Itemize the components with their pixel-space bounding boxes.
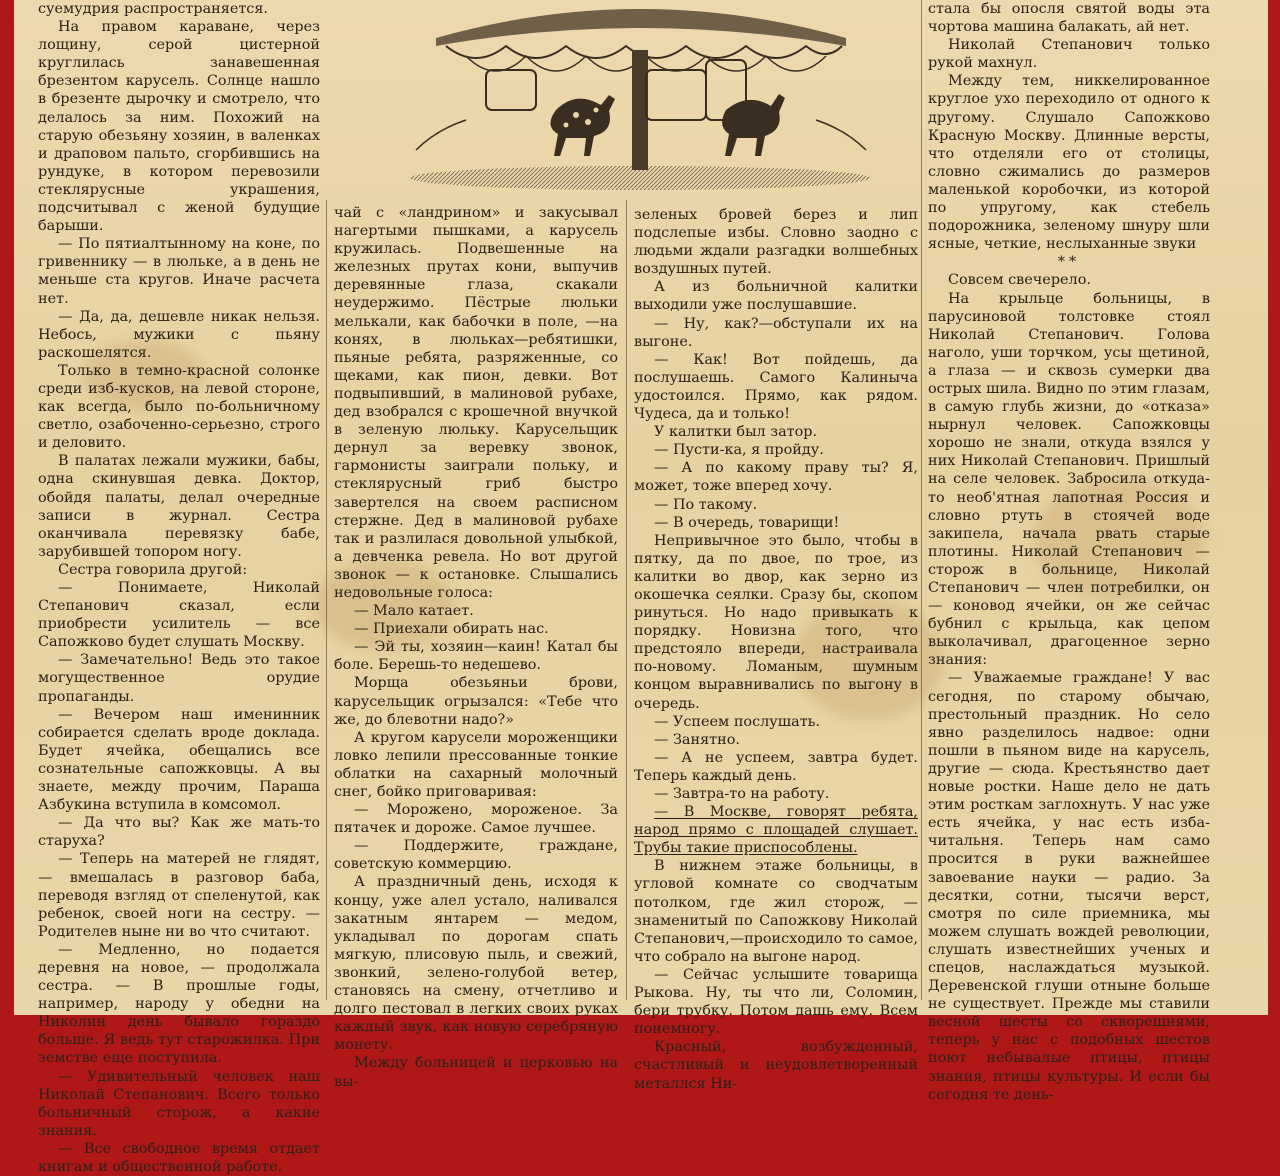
column-divider (921, 0, 922, 1000)
paragraph: — Ну, как?—обступали их на выгоне. (634, 315, 918, 350)
paragraph: Сестра говорила другой: (58, 561, 248, 578)
paragraph: — По такому. (654, 496, 758, 513)
paragraph: А из больничной калитки выходили уже послушавшие. (634, 279, 918, 314)
paragraph: — По пятиалтынному на коне, по гривеннику — в люльке, а в день не меньше ста кругов. Иначе расчета нет. (38, 236, 320, 307)
paragraph: — Пусти-ка, я пройду. (654, 442, 824, 459)
paragraph: — Замечательно! Ведь это такое могущественное орудие пропаганды. (38, 652, 320, 705)
paragraph: — В очередь, товарищи! (654, 514, 840, 531)
paragraph: — Мало катает. (354, 603, 474, 620)
paragraph: зеленых бровей берез и лип подслепые избы. Словно заодно с людьми ждали разгадки волшебных воздушных путей. (634, 207, 918, 278)
underlined-paragraph: — В Москве, говорят ребята, народ прямо с площадей слушает. Трубы такие приспособлены. (634, 804, 918, 857)
paragraph: чай с «ландрином» и закусывал нагертыми пышками, а карусель кружилась. Подвешенные на железных прутах кони, выпучив деревянные глаза, скакали неудержимо. Пёстрые люльки мелькали, как бабочки в поле, —на конях, в люльках—ребятишки, пьяные ребята, разряженные, со щеками, как пион, девки. Вот подвыпивший, в малиновой рубахе, дед взобрался с крошечной внучкой в зеленую люльку. Карусельщик дернул за веревку звонок, гармонисты заиграли польку, и стеклярусный гриб быстро завертелся на своем расписном стержне. Дед в малиновой рубахе так и разлилася довольной улыбкой, а девченка ревела. Но вот другой звонок — к остановке. Слышались недовольные голоса: (334, 205, 618, 601)
column-2 (334, 204, 618, 1091)
paragraph: В нижнем этаже больницы, в угловой комнате со сводчатым потолком, где жил сторож, — знаменитый по Сапожкову Николай Степанович,—происходило то самое, что собрало на выгоне народ. (634, 858, 918, 965)
paragraph: В палатах лежали мужики, бабы, одна скинувшая девка. Доктор, обойдя палаты, делал очередные записи в журнал. Сестра оканчивала перевязку бабе, зарубившей топором ногу. (38, 453, 320, 560)
paragraph: — Завтра-то на работу. (654, 786, 830, 802)
paragraph: суемудрия распространяется. (38, 1, 269, 17)
paragraph: Между больницей и церковью на вы- (334, 1055, 618, 1090)
column-1 (38, 0, 320, 1176)
paragraph: — Сейчас услышите товарища Рыкова. Ну, ты что ли, Соломин, бери трубку. Потом дашь ему. Всем понемногу. (634, 966, 918, 1038)
paragraph: — Теперь на матерей не глядят, — вмешалась в разговор баба, переводя взгляд от спеленутой, как ребенок, своей ноги на сестру. — Родителев ныне ни во что считают. (38, 851, 320, 940)
column-divider (626, 200, 627, 1000)
newspaper-page (14, 0, 1268, 1175)
paragraph: На крыльце больницы, в парусиновой толстовке стоял Николай Степанович. Голова наголо, уши торчком, усы щетиной, а глаза — и сквозь сумерки два острых шила. Видно по этим глазам, в самую глубь жизни, до «отказа» нырнул человек. Сапожковцы хорошо не знали, откуда взялся у них Николай Степанович. Пришлый на селе человек. Забросила откуда-то необ'ятная лапотная Россия и словно ртуть в стоячей воде закипела, начала рвать старые плотины. Николай Степанович — сторож в больнице, Николай Степанович — член потребилки, он — коновод ячейки, он же сейчас бубнил с крыльца, как цепом выколачивал, драгоценное зерно знания: (928, 290, 1210, 669)
paragraph: На правом караване, через лощину, серой цистерной круглилась занавешенная брезентом карусель. Солнце нашло в брезенте дырочку и смотрело, что делалось за ним. Похожий на старую обезьяну хозяин, в валенках и драповом пальто, сгорбившись на рундуке, в котором перевозили стеклярусные украшения, подсчитывал с женой будущие барыши. (38, 19, 320, 235)
paragraph: Только в темно-красной солонке среди изб-кусков, на левой стороне, как всегда, было по-больничному светло, озабоченно-серьезно, строго и деловито. (38, 362, 320, 452)
paragraph: — Да, да, дешевле никак нельзя. Небось, мужики с пьяну раскошелятся. (38, 308, 320, 361)
paragraph: — А не успеем, завтра будет. Теперь каждый день. (634, 749, 918, 784)
paragraph: — Приехали обирать нас. (354, 621, 549, 638)
paragraph: стала бы опосля святой воды эта чортова машина балакать, ай нет. (928, 1, 1210, 36)
paragraph: Между тем, никкелированное круглое ухо переходило от одного к другому. Слушало Сапожково Красную Москву. Длинные версты, что отделяли его от столицы, словно сжимались до размеров маленькой коробочки, из которой по упругому, как стебель подорожника, зеленому шнуру шли ясные, четкие, неслыханные звуки (928, 73, 1210, 253)
paragraph: — Удивительный человек наш Николай Степанович. Всего только больничный сторож, а какие знания. (38, 1068, 320, 1139)
paragraph: — Все свободное время отдает книгам и общественной работе. (38, 1140, 320, 1175)
paragraph: — Поддержите, граждане, советскую коммерцию. (334, 838, 618, 873)
paragraph: Непривычное это было, чтобы в пятку, да по двое, по трое, из калитки во двор, как зерно из окошечка сеялки. Сразу бы, скопом ринуться. Но надо привыкать к порядку. Новизна того, что предстояло впереди, настраивала по-новому. Ломаным, шумным концом выравнивались по выгону в очередь. (634, 532, 918, 712)
paragraph: А праздничный день, исходя к концу, уже алел устало, наливался закатным янтарем — медом, укладывал по дорогам спать мягкую, плисовую пыль, и свежий, звонкий, зелено-голубой ветер, становясь на смену, отчетливо и долго пестовал в легких своих руках каждый звук, как новую серебряную монету. (334, 874, 618, 1054)
paragraph: — Вечером наш именинник собирается сделать вроде доклада. Будет ячейка, обещались все сознательные сапожковцы. А вы знаете, между прочим, Параша Азбукина вступила в комсомол. (38, 706, 320, 814)
column-3 (634, 206, 918, 1093)
paragraph: — Эй ты, хозяин—каин! Катал бы боле. Берешь-то недешево. (334, 639, 618, 674)
column-divider (326, 200, 327, 1000)
paragraph: — Уважаемые граждане! У вас сегодня, по старому обычаю, престольный праздник. Но село явно разделилось надвое: одни пошли в пьяном виде на карусель, другие — сюда. Крестьянство дает новые ростки. Наше дело не дать этим росткам заглохнуть. У нас уже есть ячейка, у нас есть изба-читальня. Теперь нам само просится в руки важнейшее завоевание науки — радио. За десятки, сотни, тысячи верст, смотря по силе приемника, мы можем слушать вождей революции, слушать известнейших ученых и спецов, наслаждаться музыкой. Деревенской глуши отныне больше не существует. Прежде мы ставили весной шесты со скворешнями, теперь у нас с подобных шестов поют небывалые птицы, птицы знания, птицы культуры. И если бы сегодня те день- (928, 670, 1210, 1103)
paragraph: — Морожено, мороженое. За пятачек и дороже. Самое лучшее. (334, 802, 618, 837)
paragraph: — Успеем послушать. (654, 713, 821, 730)
paragraph: Красный, возбужденный, счастливый и неудовлетворенный металлся Ни- (634, 1039, 918, 1092)
paragraph: — А по какому праву ты? Я, может, тоже вперед хочу. (634, 460, 918, 495)
paragraph: — Медленно, но подается деревня на новое, — продолжала сестра. — В прошлые годы, например, народу у обедни на Николин день бывало гораздо больше. Я ведь тут старожилка. При земстве еще поступила. (38, 941, 320, 1067)
paragraph: — Занятно. (654, 731, 740, 748)
column-4 (928, 0, 1210, 1104)
paragraph: — Понимаете, Николай Степанович сказал, если приобрести усилитель — все Сапожково будет слушать Москву. (38, 580, 320, 651)
paragraph: Совсем свечерело. (948, 272, 1091, 289)
carousel-illustration (406, 0, 874, 192)
paragraph: Морща обезьяньи брови, карусельщик огрызался: «Тебе что же, до блевотни надо?» (334, 675, 618, 728)
paragraph: — Как! Вот пойдешь, да послушаешь. Самого Калиныча удостоился. Прямо, как рядом. Чудеса, да и только! (634, 351, 918, 423)
paragraph: У калитки был затор. (654, 424, 818, 441)
paragraph: Николай Степанович только рукой махнул. (928, 37, 1210, 72)
paragraph: А кругом карусели мороженщики ловко лепили прессованные тонкие облатки на сахарный молочный снег, бойко приговаривая: (334, 729, 618, 800)
section-break: ** (1057, 254, 1081, 271)
paragraph: — Да что вы? Как же мать-то старуха? (38, 815, 320, 850)
